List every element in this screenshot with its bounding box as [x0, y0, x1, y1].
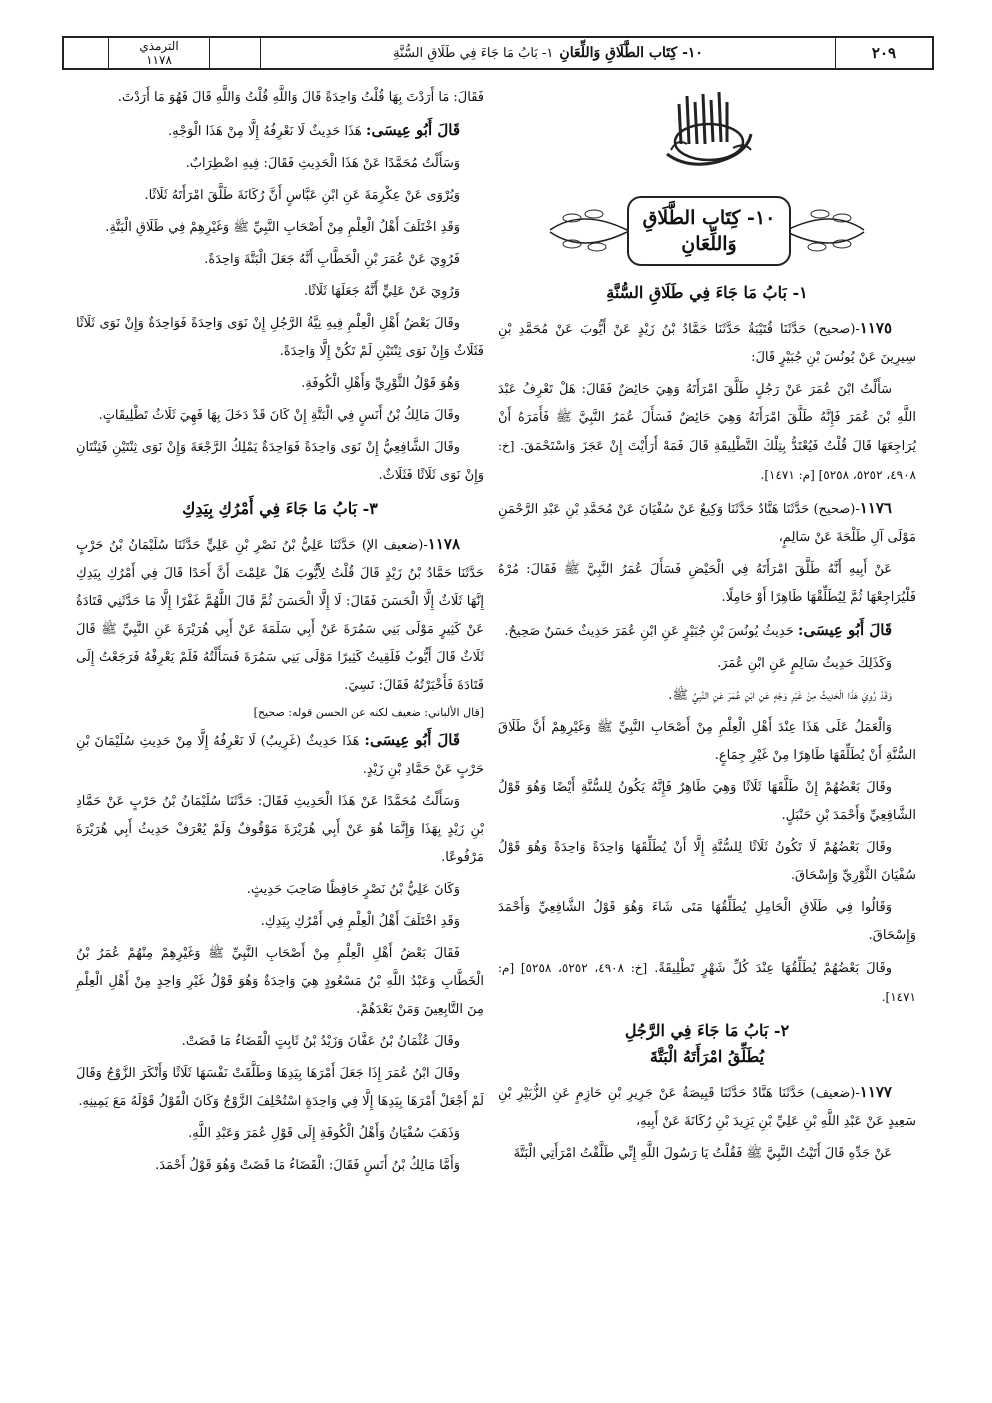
hadith-number: ١١٧٨	[427, 535, 461, 553]
page-number: ٢٠٩	[871, 44, 897, 62]
abu-isa-text: هَذَا حَدِيثٌ لَا نَعْرِفُهُ إِلَّا مِنْ هَذَا الْوَجْهِ.	[168, 124, 362, 139]
commentary-paragraph: وَقَالُوا فِي طَلَاقِ الْحَامِلِ يُطَلِّقُهَا مَتَى شَاءَ وَهُوَ قَوْلُ الشَّافِعِيِّ وَأَحْمَدَ وَإِسْحَاقَ.	[498, 900, 916, 943]
chapter-2-heading-line1: ٢- بَابُ مَا جَاءَ فِي الرَّجُلِ	[624, 1021, 790, 1040]
hadith-1176	[498, 494, 916, 552]
hadith-grade: -(ضعيف الإ)	[361, 538, 428, 553]
abu-isa-comment-2	[76, 116, 484, 146]
hadith-grade: -(صحيح)	[813, 502, 860, 517]
hadith-1177-matn: عَنْ جَدِّهِ قَالَ أَتَيْتُ النَّبِيَّ ﷺ فَقُلْتُ يَا رَسُولَ اللَّهِ إِنِّي طَلَّقْتُ امْرَأَتِي الْبَتَّةَ	[513, 1146, 892, 1161]
commentary-paragraph-with-ref	[498, 954, 916, 1012]
commentary-paragraph: وقَالَ الشَّافِعِيُّ إِنْ نَوَى وَاحِدَةً فَوَاحِدَةٌ يَمْلِكُ الرَّجْعَةَ وَإِنْ نَوَى ثِنْتَيْنِ فَثِنْتَانِ وَإِنْ نَوَى ثَلَاثًا فَثَلَاثٌ.	[76, 440, 484, 483]
commentary-paragraph: وَقَدْ رُوِيَ هَذَا الْحَدِيثُ مِنْ غَيْرِ وَجْهٍ عَنِ ابْنِ عُمَرَ عَنِ النَّبِيِّ ﷺ.	[668, 688, 892, 703]
hadith-number: ١١٧٦	[859, 499, 892, 517]
commentary-paragraph: وقَالَ عُثْمَانُ بْنُ عَفَّانَ وَزَيْدُ بْنُ ثَابِتٍ الْقَضَاءُ مَا قَضَتْ.	[181, 1034, 460, 1049]
commentary-paragraph: وَقَدِ اخْتَلَفَ أَهْلُ الْعِلْمِ فِي أَمْرُكِ بِيَدِكِ.	[260, 914, 460, 929]
commentary-paragraph: وقَالَ بَعْضُهُمْ إِنْ طَلَّقَهَا ثَلَاثًا وَهِيَ طَاهِرٌ فَإِنَّهُ يَكُونُ لِلسُّنَّةِ أَيْضًا وَهُوَ قَوْلُ الشَّافِعِيِّ وَأَحْمَدَ بْنِ حَنْبَلٍ.	[498, 780, 916, 823]
abu-isa-label: قَالَ أَبُو عِيسَى:	[797, 621, 892, 639]
header-blank-cell-2	[210, 38, 261, 68]
commentary-paragraph: وَكَانَ عَلِيُّ بْنُ نَصْرٍ حَافِظًا صَاحِبَ حَدِيثٍ.	[246, 882, 460, 897]
source-number: ١١٧٨	[146, 53, 172, 67]
commentary-paragraph: وقَالَ مَالِكُ بْنُ أَنَسٍ فِي الْبَتَّةِ إِنْ كَانَ قَدْ دَخَلَ بِهَا فَهِيَ ثَلَاثُ تَطْلِيقَاتٍ.	[98, 408, 460, 423]
commentary-paragraph: وَسَأَلْتُ مُحَمَّدًا عَنْ هَذَا الْحَدِيثِ فَقَالَ: حَدَّثَنَا سُلَيْمَانُ بْنُ حَرْبٍ عَنْ حَمَّادِ بْنِ زَيْدٍ بِهَذَا وَإِنَّمَا هُوَ عَنْ أَبِي هُرَيْرَةَ مَوْقُوفٌ وَلَمْ يُعْرَفْ حَدِيثُ أَبِي هُرَيْرَةَ مَرْفُوعًا.	[76, 794, 484, 865]
header-book-chapter: ١٠- كِتَاب الطَّلَاقِ وَاللِّعَانِ	[559, 45, 703, 61]
abu-isa-text: هَذَا حَدِيثٌ (غَرِيبٌ) لَا نَعْرِفُهُ إِلَّا مِنْ حَدِيثِ سُلَيْمَانَ بْنِ حَرْبٍ عَنْ حَمَّادِ بْنِ زَيْدٍ.	[76, 734, 484, 777]
hadith-1176-matn: عَنْ أَبِيهِ أَنَّهُ طَلَّقَ امْرَأَتَهُ فِي الْحَيْضِ فَسَأَلَ عُمَرُ النَّبِيَّ ﷺ فَقَالَ: مُرْهُ فَلْيُرَاجِعْهَا ثُمَّ لِيُطَلِّقْهَا طَاهِرًا أَوْ حَامِلًا.	[498, 562, 916, 605]
book-title-box	[627, 196, 791, 266]
commentary-paragraph: وَيُرْوَى عَنْ عِكْرِمَةَ عَنِ ابْنِ عَبَّاسٍ أَنَّ رُكَانَةَ طَلَّقَ امْرَأَتَهُ ثَلَاثًا.	[144, 188, 460, 203]
source-name: الترمذي	[139, 39, 179, 53]
abu-isa-label: قَالَ أَبُو عِيسَى:	[365, 121, 460, 139]
header-source-reference	[109, 38, 210, 68]
commentary-paragraph: وَقَدِ اخْتَلَفَ أَهْلُ الْعِلْمِ مِنْ أَصْحَابِ النَّبِيِّ ﷺ وَغَيْرِهِمْ فِي طَلَاقِ الْبَتَّةِ.	[105, 220, 460, 235]
chapter-3-heading: ٣- بَابُ مَا جَاءَ فِي أَمْرُكِ بِيَدِكِ	[182, 499, 378, 518]
commentary-paragraph: وَالْعَمَلُ عَلَى هَذَا عِنْدَ أَهْلِ الْعِلْمِ مِنْ أَصْحَابِ النَّبِيِّ ﷺ وَغَيْرِهِمْ أَنَّ طَلَاقَ السُّنَّةِ أَنْ يُطَلِّقَهَا طَاهِرًا مِنْ غَيْرِ جِمَاعٍ.	[498, 720, 916, 763]
abu-isa-label: قَالَ أَبُو عِيسَى:	[364, 731, 461, 749]
header-section: ١- بَابُ مَا جَاءَ فِي طَلَاقِ السُّنَّةِ	[393, 45, 554, 61]
abu-isa-comment-3	[76, 726, 484, 784]
hadith-grade: -(ضعيف)	[810, 1086, 860, 1101]
commentary-paragraph: فَقَالَ: مَا أَرَدْتَ بِهَا قُلْتُ وَاحِدَةً قَالَ وَاللَّهِ قُلْتُ وَاللَّهِ قَالَ فَهُوَ مَا أَرَدْتَ.	[117, 90, 484, 105]
hadith-number: ١١٧٧	[859, 1083, 892, 1101]
commentary-paragraph: وقَالَ بَعْضُهُمْ لَا تَكُونُ ثَلَاثًا لِلسُّنَّةِ إِلَّا أَنْ يُطَلِّقَهَا وَاحِدَةً وَاحِدَةً وَهُوَ قَوْلُ سُفْيَانَ الثَّوْرِيِّ وَإِسْحَاقَ.	[498, 840, 916, 883]
book-title-line2: وَاللِّعَانِ	[681, 233, 737, 255]
hadith-text: حَدَّثَنَا عَلِيُّ بْنُ نَصْرِ بْنِ عَلِيٍّ حَدَّثَنَا سُلَيْمَانُ بْنُ حَرْبٍ حَدَّثَنَا حَمَّادُ بْنُ زَيْدٍ قَالَ قُلْتُ لِأَيُّوبَ هَلْ عَلِمْتَ أَنَّ أَحَدًا قَالَ فِي أَمْرُكِ بِيَدِكِ إِنَّهَا ثَلَاثٌ إِلَّا الْحَسَنَ فَقَالَ: لَا إِلَّا الْحَسَنَ ثُمَّ قَالَ اللَّهُمَّ غَفْرًا إِلَّا مَا حَدَّثَنِي قَتَادَةُ عَنْ كَثِيرٍ مَوْلَى بَنِي سَمُرَةَ عَنْ أَبِي سَلَمَةَ عَنْ أَبِي هُرَيْرَةَ عَنِ النَّبِيِّ ﷺ قَالَ ثَلَاثٌ قَالَ أَيُّوبُ فَلَقِيتُ كَثِيرًا مَوْلَى بَنِي سَمُرَةَ فَسَأَلْتُهُ فَلَمْ يَعْرِفْهُ فَرَجَعْتُ إِلَى قَتَادَةَ فَأَخْبَرْتُهُ فَقَالَ: نَسِيَ.	[76, 538, 484, 693]
book-title-line1: ١٠- كِتَاب الطَّلَاقِ	[642, 207, 776, 229]
left-column	[76, 84, 484, 1184]
commentary-paragraph: وقَالَ ابْنُ عُمَرَ إِذَا جَعَلَ أَمْرَهَا بِيَدِهَا وَطَلَّقَتْ نَفْسَهَا ثَلَاثًا وَأَنْكَرَ الزَّوْجُ وَقَالَ لَمْ أَجْعَلْ أَمْرَهَا بِيَدِهَا إِلَّا فِي وَاحِدَةٍ اسْتُحْلِفَ الزَّوْجُ وَكَانَ الْقَوْلُ قَوْلَهُ مَعَ يَمِينِهِ.	[76, 1066, 484, 1109]
commentary-paragraph: وَرُوِيَ عَنْ عَلِيٍّ أَنَّهُ جَعَلَهَا ثَلَاثًا.	[303, 284, 460, 299]
right-column	[498, 84, 916, 1172]
chapter-2-heading	[498, 1018, 916, 1070]
commentary-paragraph: وَكَذَلِكَ حَدِيثُ سَالِمٍ عَنِ ابْنِ عُمَرَ.	[717, 656, 892, 671]
hadith-1177	[498, 1078, 916, 1136]
hadith-cross-reference: [خ: ٤٩٠٨، ٥٢٥٢، ٥٢٥٨] [م: ١٤٧١].	[498, 961, 916, 1004]
albani-note: [قال الألباني: ضعيف لكنه عن الحسن قوله: صحيح]	[253, 706, 484, 719]
chapter-1-heading: ١- بَابُ مَا جَاءَ فِي طَلَاقِ السُّنَّةِ	[606, 283, 808, 302]
hadith-number: ١١٧٥	[859, 319, 893, 337]
hadith-isnad: حَدَّثَنَا قُتَيْبَةُ حَدَّثَنَا حَمَّادُ بْنُ زَيْدٍ عَنْ أَيُّوبَ عَنْ مُحَمَّدِ بْنِ سِيرِينَ عَنْ يُونُسَ بْنِ جُبَيْرٍ قَالَ:	[498, 322, 916, 365]
hadith-1178	[76, 530, 484, 700]
hadith-cross-reference: [خ: ٤٩٠٨، ٥٢٥٢، ٥٢٥٨] [م: ١٤٧١].	[498, 439, 916, 482]
commentary-paragraph: وَهُوَ قَوْلُ الثَّوْرِيِّ وَأَهْلِ الْكُوفَةِ.	[301, 376, 460, 391]
commentary-paragraph: وَذَهَبَ سُفْيَانُ وَأَهْلُ الْكُوفَةِ إِلَى قَوْلِ عُمَرَ وَعَبْدِ اللَّهِ.	[188, 1126, 460, 1141]
book-title-banner	[542, 192, 872, 268]
commentary-paragraph: فَقَالَ بَعْضُ أَهْلِ الْعِلْمِ مِنْ أَصْحَابِ النَّبِيِّ ﷺ وَغَيْرِهِمْ مِنْهُمْ عُمَرُ بْنُ الْخَطَّابِ وَعَبْدُ اللَّهِ بْنُ مَسْعُودٍ هِيَ وَاحِدَةٌ وَهُوَ قَوْلُ غَيْرِ وَاحِدٍ مِنْ أَهْلِ الْعِلْمِ مِنَ التَّابِعِينَ وَمَنْ بَعْدَهُمْ.	[76, 946, 484, 1017]
commentary-text: وقَالَ بَعْضُهُمْ يُطَلِّقُهَا عِنْدَ كُلِّ شَهْرٍ تَطْلِيقَةً.	[654, 961, 892, 976]
hadith-isnad: حَدَّثَنَا هَنَّادٌ حَدَّثَنَا قَبِيصَةُ عَنْ جَرِيرِ بْنِ حَازِمٍ عَنِ الزُّبَيْرِ بْنِ سَعِيدٍ عَنْ عَبْدِ اللَّهِ بْنِ عَلِيِّ بْنِ يَزِيدَ بْنِ رُكَانَةَ عَنْ أَبِيهِ،	[498, 1086, 916, 1129]
commentary-paragraph: فَرُوِيَ عَنْ عُمَرَ بْنِ الْخَطَّابِ أَنَّهُ جَعَلَ الْبَتَّةَ وَاحِدَةً.	[204, 252, 460, 267]
header-title	[261, 38, 836, 68]
commentary-paragraph: وَأَمَّا مَالِكُ بْنُ أَنَسٍ فَقَالَ: الْقَضَاءُ مَا قَضَتْ وَهُوَ قَوْلُ أَحْمَدَ.	[155, 1158, 460, 1173]
abu-isa-comment-1	[498, 616, 916, 646]
abu-isa-text: حَدِيثُ يُونُسَ بْنِ جُبَيْرٍ عَنِ ابْنِ عُمَرَ حَدِيثٌ حَسَنٌ صَحِيحٌ.	[504, 624, 794, 639]
commentary-paragraph: وَسَأَلْتُ مُحَمَّدًا عَنْ هَذَا الْحَدِيثِ فَقَالَ: فِيهِ اضْطِرَابٌ.	[185, 156, 460, 171]
hadith-grade: -(صحيح)	[813, 322, 860, 337]
chapter-2-heading-line2: يُطَلِّقُ امْرَأَتَهُ الْبَتَّةَ	[649, 1047, 765, 1066]
hadith-isnad: حَدَّثَنَا هَنَّادٌ حَدَّثَنَا وَكِيعٌ عَنْ سُفْيَانَ عَنْ مُحَمَّدِ بْنِ عَبْدِ الرَّحْمَنِ مَوْلَى آلِ طَلْحَةَ عَنْ سَالِمٍ،	[498, 502, 916, 545]
commentary-paragraph: وقَالَ بَعْضُ أَهْلِ الْعِلْمِ فِيهِ نِيَّةُ الرَّجُلِ إِنْ نَوَى وَاحِدَةً فَوَاحِدَةٌ وَإِنْ نَوَى ثَلَاثًا فَثَلَاثٌ وَإِنْ نَوَى ثِنْتَيْنِ لَمْ تَكُنْ إِلَّا وَاحِدَةً.	[76, 316, 484, 359]
hadith-1175	[498, 314, 916, 372]
hadith-matn-text: سَأَلْتُ ابْنَ عُمَرَ عَنْ رَجُلٍ طَلَّقَ امْرَأَتَهُ وَهِيَ حَائِضٌ فَقَالَ: هَلْ تَعْرِفُ عَبْدَ اللَّهِ بْنَ عُمَرَ فَإِنَّهُ طَلَّقَ امْرَأَتَهُ وَهِيَ حَائِضٌ فَسَأَلَ عُمَرُ النَّبِيَّ ﷺ فَأَمَرَهُ أَنْ يُرَاجِعَهَا قَالَ قُلْتُ فَيُعْتَدُّ بِتِلْكَ التَّطْلِيقَةِ قَالَ فَمَهْ أَرَأَيْتَ إِنْ عَجَزَ وَاسْتَحْمَقَ.	[498, 382, 917, 454]
hadith-1175-matn	[498, 376, 916, 490]
basmala-calligraphy-icon	[647, 84, 767, 184]
basmala-calligraphy-ornament	[647, 84, 767, 184]
page-header	[62, 36, 934, 70]
header-blank-cell	[64, 38, 109, 68]
